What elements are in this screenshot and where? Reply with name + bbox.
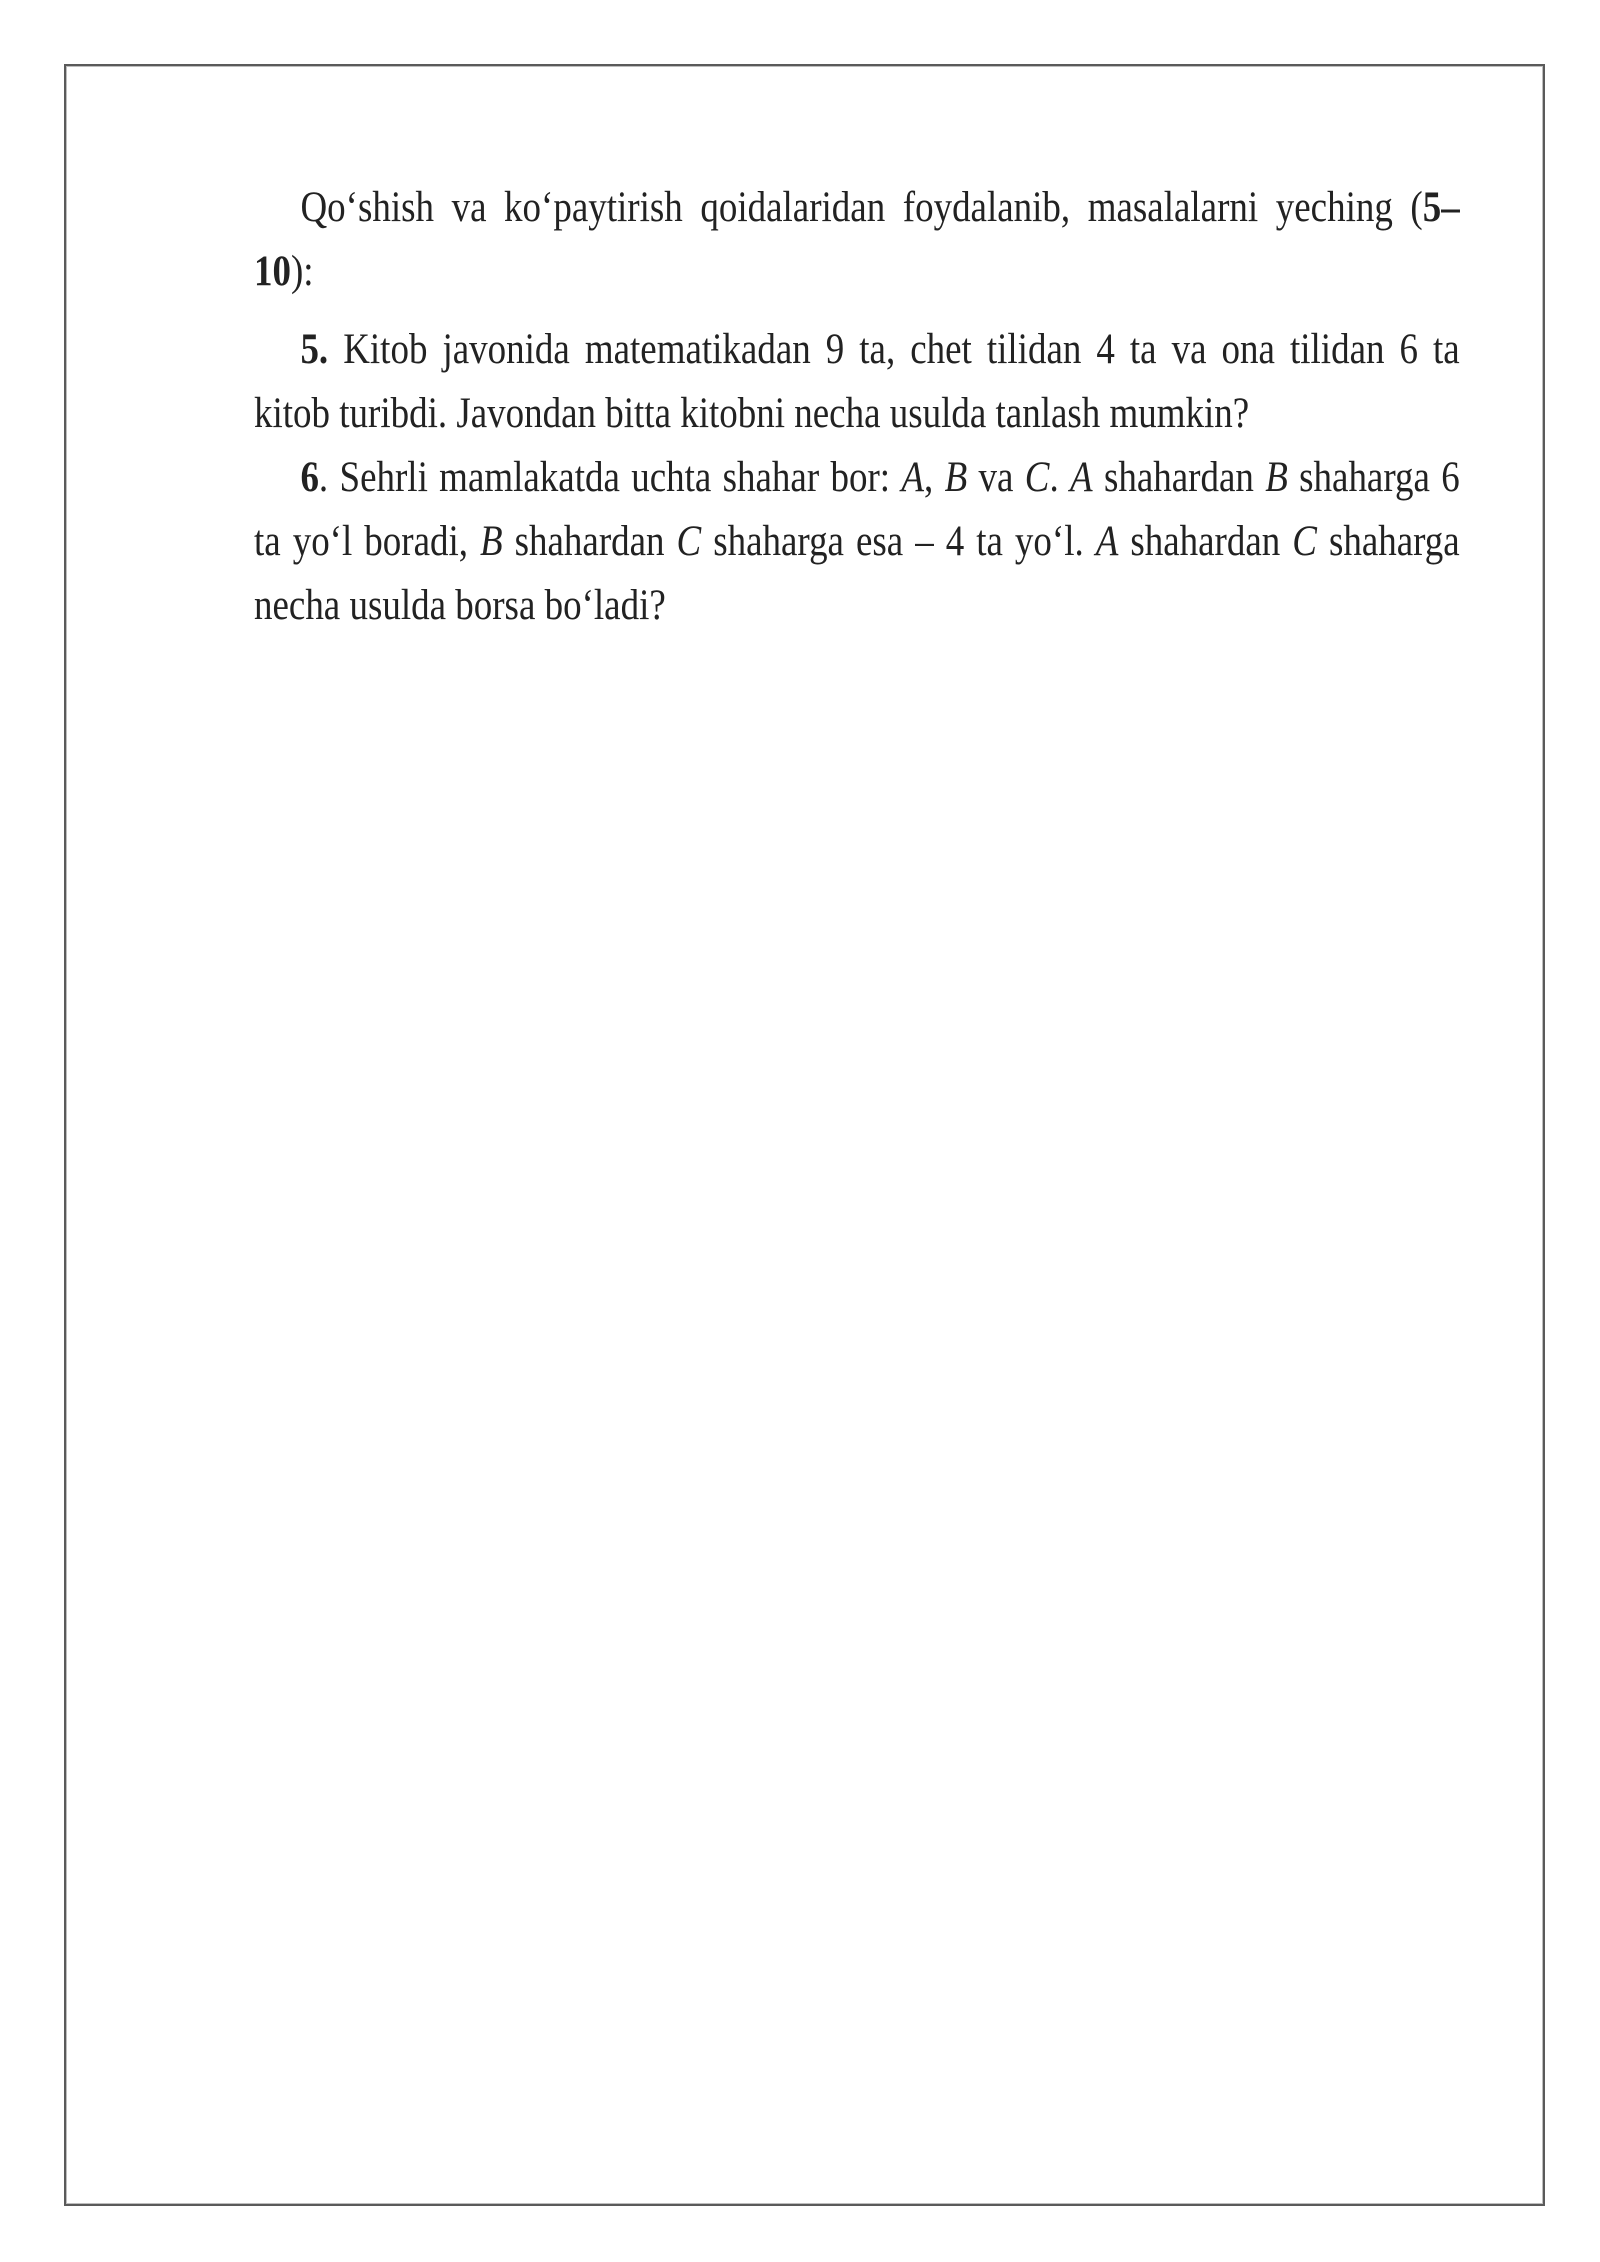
document-body <box>254 176 1460 638</box>
problem-6-text: shaharga esa – 4 ta yo‘l. <box>701 518 1096 565</box>
problem-6-text: , <box>924 454 945 501</box>
problem-6-text: shaharga necha usulda borsa bo‘ladi? <box>254 518 1460 629</box>
city-a: A <box>901 454 925 501</box>
range-close: ): <box>290 248 314 295</box>
instruction-paragraph <box>254 176 1460 304</box>
instruction-text: Qo‘shish va ko‘paytirish qoidalaridan foydalanib, masalalarni yeching <box>300 184 1411 231</box>
problem-6-text: shahardan <box>1118 518 1293 565</box>
city-c: C <box>1024 454 1050 501</box>
problem-5 <box>254 318 1460 446</box>
problem-6-text: va <box>967 454 1025 501</box>
problem-5-number: 5. <box>300 326 329 373</box>
range-open: ( <box>1410 184 1423 231</box>
city-b: B <box>1265 454 1288 501</box>
problem-5-text: Kitob javonida matematikadan 9 ta, chet tilidan 4 ta va ona tilidan 6 ta kitob turibdi. Javondan bitta kitobni necha usulda tanlash mumkin? <box>254 326 1460 437</box>
problem-6-number: 6 <box>300 454 319 501</box>
problem-6-text: shaharga 6 ta yo‘l boradi, <box>254 454 1460 565</box>
problem-6-text: shahardan <box>502 518 677 565</box>
problem-6-text: . Sehrli mamlakatda uchta shahar bor: <box>318 454 902 501</box>
city-c: C <box>676 518 702 565</box>
problem-range: 5–10 <box>254 184 1460 295</box>
city-c: C <box>1292 518 1317 565</box>
city-a: A <box>1070 454 1093 501</box>
problem-6-text: . <box>1049 454 1071 501</box>
problem-6-text: shahardan <box>1092 454 1266 501</box>
city-b: B <box>944 454 968 501</box>
city-b: B <box>480 518 503 565</box>
city-a: A <box>1095 518 1119 565</box>
problem-6 <box>254 446 1460 638</box>
